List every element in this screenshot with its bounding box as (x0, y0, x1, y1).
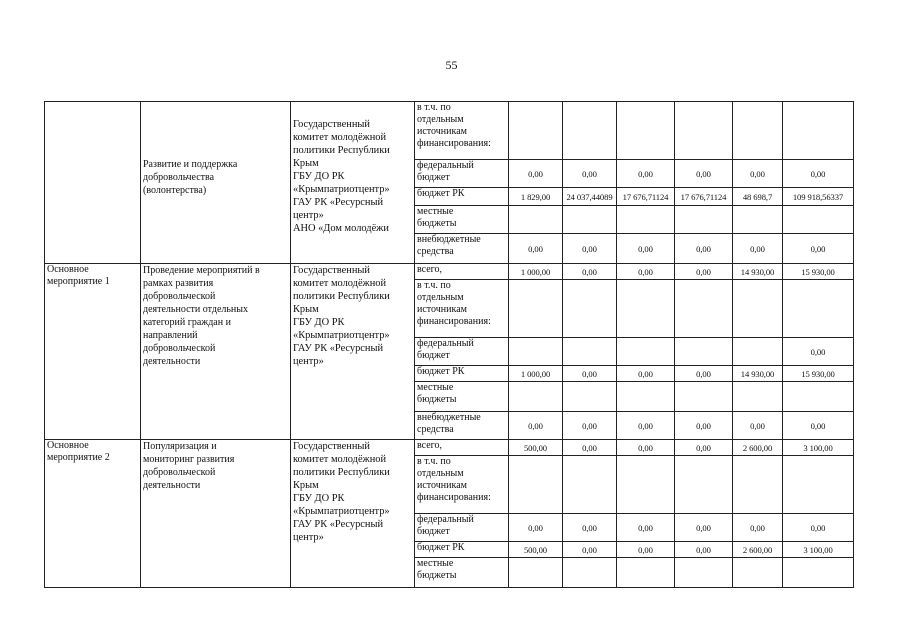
funding-source: внебюджетные средства (415, 412, 509, 440)
table-row (45, 264, 854, 280)
amount-cell (675, 280, 733, 338)
funding-source: федеральный бюджет (415, 514, 509, 542)
amount-cell (675, 382, 733, 412)
responsible-executors: Государственный комитет молодёжной политики Республики Крым ГБУ ДО РК «Крымпатриотцентр» ГАУ РК «Ресурсный центр» (291, 440, 415, 588)
amount-cell: 0,00 (563, 160, 617, 188)
amount-cell (733, 280, 783, 338)
amount-cell: 0,00 (617, 366, 675, 382)
amount-cell: 0,00 (617, 440, 675, 456)
event-title: Популяризация и мониторинг развития добровольческой деятельности (141, 440, 291, 588)
amount-cell: 0,00 (675, 440, 733, 456)
amount-cell: 0,00 (563, 542, 617, 558)
funding-source: бюджет РК (415, 542, 509, 558)
amount-cell: 1 000,00 (509, 366, 563, 382)
amount-cell (733, 338, 783, 366)
amount-cell: 24 037,44089 (563, 188, 617, 206)
funding-source: всего, (415, 264, 509, 280)
funding-source: в т.ч. по отдельным источникам финансирования: (415, 456, 509, 514)
amount-cell: 500,00 (509, 542, 563, 558)
amount-cell: 0,00 (675, 366, 733, 382)
amount-cell (509, 558, 563, 588)
amount-cell (675, 206, 733, 234)
event-name: Основное мероприятие 2 (45, 440, 141, 588)
funding-source: в т.ч. по отдельным источникам финансирования: (415, 280, 509, 338)
amount-cell: 0,00 (783, 160, 854, 188)
amount-cell: 109 918,56337 (783, 188, 854, 206)
amount-cell: 500,00 (509, 440, 563, 456)
amount-cell (563, 206, 617, 234)
amount-cell: 0,00 (675, 264, 733, 280)
amount-cell (617, 382, 675, 412)
amount-cell (563, 456, 617, 514)
amount-cell (563, 558, 617, 588)
amount-cell: 0,00 (617, 514, 675, 542)
amount-cell: 0,00 (783, 338, 854, 366)
amount-cell: 17 676,71124 (617, 188, 675, 206)
table-row (45, 102, 854, 160)
amount-cell: 0,00 (617, 412, 675, 440)
page-number: 55 (445, 58, 458, 72)
amount-cell (783, 456, 854, 514)
amount-cell: 0,00 (617, 234, 675, 264)
amount-cell: 1 829,00 (509, 188, 563, 206)
amount-cell (783, 558, 854, 588)
amount-cell: 0,00 (733, 514, 783, 542)
funding-source: всего, (415, 440, 509, 456)
amount-cell (617, 456, 675, 514)
amount-cell (617, 338, 675, 366)
amount-cell (783, 102, 854, 160)
amount-cell: 14 930,00 (733, 264, 783, 280)
amount-cell (733, 558, 783, 588)
amount-cell: 2 600,00 (733, 440, 783, 456)
amount-cell: 0,00 (733, 160, 783, 188)
amount-cell (563, 280, 617, 338)
amount-cell: 0,00 (509, 514, 563, 542)
amount-cell (563, 102, 617, 160)
amount-cell: 0,00 (675, 160, 733, 188)
amount-cell: 3 100,00 (783, 542, 854, 558)
amount-cell (509, 280, 563, 338)
amount-cell: 0,00 (733, 412, 783, 440)
amount-cell: 0,00 (617, 264, 675, 280)
amount-cell: 14 930,00 (733, 366, 783, 382)
amount-cell (733, 382, 783, 412)
amount-cell: 0,00 (675, 412, 733, 440)
funding-source: местные бюджеты (415, 382, 509, 412)
amount-cell (783, 206, 854, 234)
amount-cell (509, 382, 563, 412)
amount-cell (617, 102, 675, 160)
amount-cell (563, 338, 617, 366)
event-name (45, 102, 141, 264)
amount-cell: 0,00 (509, 234, 563, 264)
amount-cell (733, 102, 783, 160)
responsible-executors: Государственный комитет молодёжной политики Республики Крым ГБУ ДО РК «Крымпатриотцентр» ГАУ РК «Ресурсный центр» АНО «Дом молодёжи (291, 102, 415, 264)
amount-cell: 0,00 (617, 542, 675, 558)
amount-cell: 3 100,00 (783, 440, 854, 456)
amount-cell (509, 338, 563, 366)
amount-cell (509, 456, 563, 514)
amount-cell (675, 102, 733, 160)
amount-cell: 1 000,00 (509, 264, 563, 280)
amount-cell: 15 930,00 (783, 264, 854, 280)
funding-source: бюджет РК (415, 366, 509, 382)
financing-table (44, 101, 854, 588)
amount-cell: 2 600,00 (733, 542, 783, 558)
funding-source: федеральный бюджет (415, 160, 509, 188)
amount-cell (509, 102, 563, 160)
amount-cell (675, 338, 733, 366)
amount-cell: 0,00 (509, 412, 563, 440)
table-row (45, 440, 854, 456)
event-title: Развитие и поддержка добровольчества (волонтерства) (141, 102, 291, 264)
amount-cell: 0,00 (783, 514, 854, 542)
amount-cell: 0,00 (563, 366, 617, 382)
amount-cell: 0,00 (675, 542, 733, 558)
amount-cell: 15 930,00 (783, 366, 854, 382)
amount-cell (675, 456, 733, 514)
amount-cell (733, 456, 783, 514)
amount-cell (733, 206, 783, 234)
amount-cell: 0,00 (617, 160, 675, 188)
amount-cell: 0,00 (509, 160, 563, 188)
amount-cell (563, 382, 617, 412)
event-title: Проведение мероприятий в рамках развития добровольческой деятельности отдельных категорий граждан и направлений добровольческой деятельности (141, 264, 291, 440)
amount-cell (509, 206, 563, 234)
funding-source: местные бюджеты (415, 558, 509, 588)
responsible-executors: Государственный комитет молодёжной политики Республики Крым ГБУ ДО РК «Крымпатриотцентр» ГАУ РК «Ресурсный центр» (291, 264, 415, 440)
amount-cell (617, 280, 675, 338)
amount-cell: 0,00 (733, 234, 783, 264)
amount-cell: 0,00 (563, 514, 617, 542)
amount-cell (617, 558, 675, 588)
funding-source: федеральный бюджет (415, 338, 509, 366)
amount-cell: 0,00 (675, 234, 733, 264)
amount-cell: 48 698,7 (733, 188, 783, 206)
amount-cell (675, 558, 733, 588)
amount-cell: 0,00 (563, 412, 617, 440)
amount-cell: 0,00 (675, 514, 733, 542)
amount-cell: 0,00 (783, 412, 854, 440)
funding-source: местные бюджеты (415, 206, 509, 234)
amount-cell: 17 676,71124 (675, 188, 733, 206)
funding-source: бюджет РК (415, 188, 509, 206)
event-name: Основное мероприятие 1 (45, 264, 141, 440)
funding-source: в т.ч. по отдельным источникам финансирования: (415, 102, 509, 160)
amount-cell (617, 206, 675, 234)
amount-cell: 0,00 (563, 440, 617, 456)
amount-cell: 0,00 (563, 264, 617, 280)
amount-cell: 0,00 (783, 234, 854, 264)
amount-cell (783, 382, 854, 412)
amount-cell: 0,00 (563, 234, 617, 264)
amount-cell (783, 280, 854, 338)
funding-source: внебюджетные средства (415, 234, 509, 264)
